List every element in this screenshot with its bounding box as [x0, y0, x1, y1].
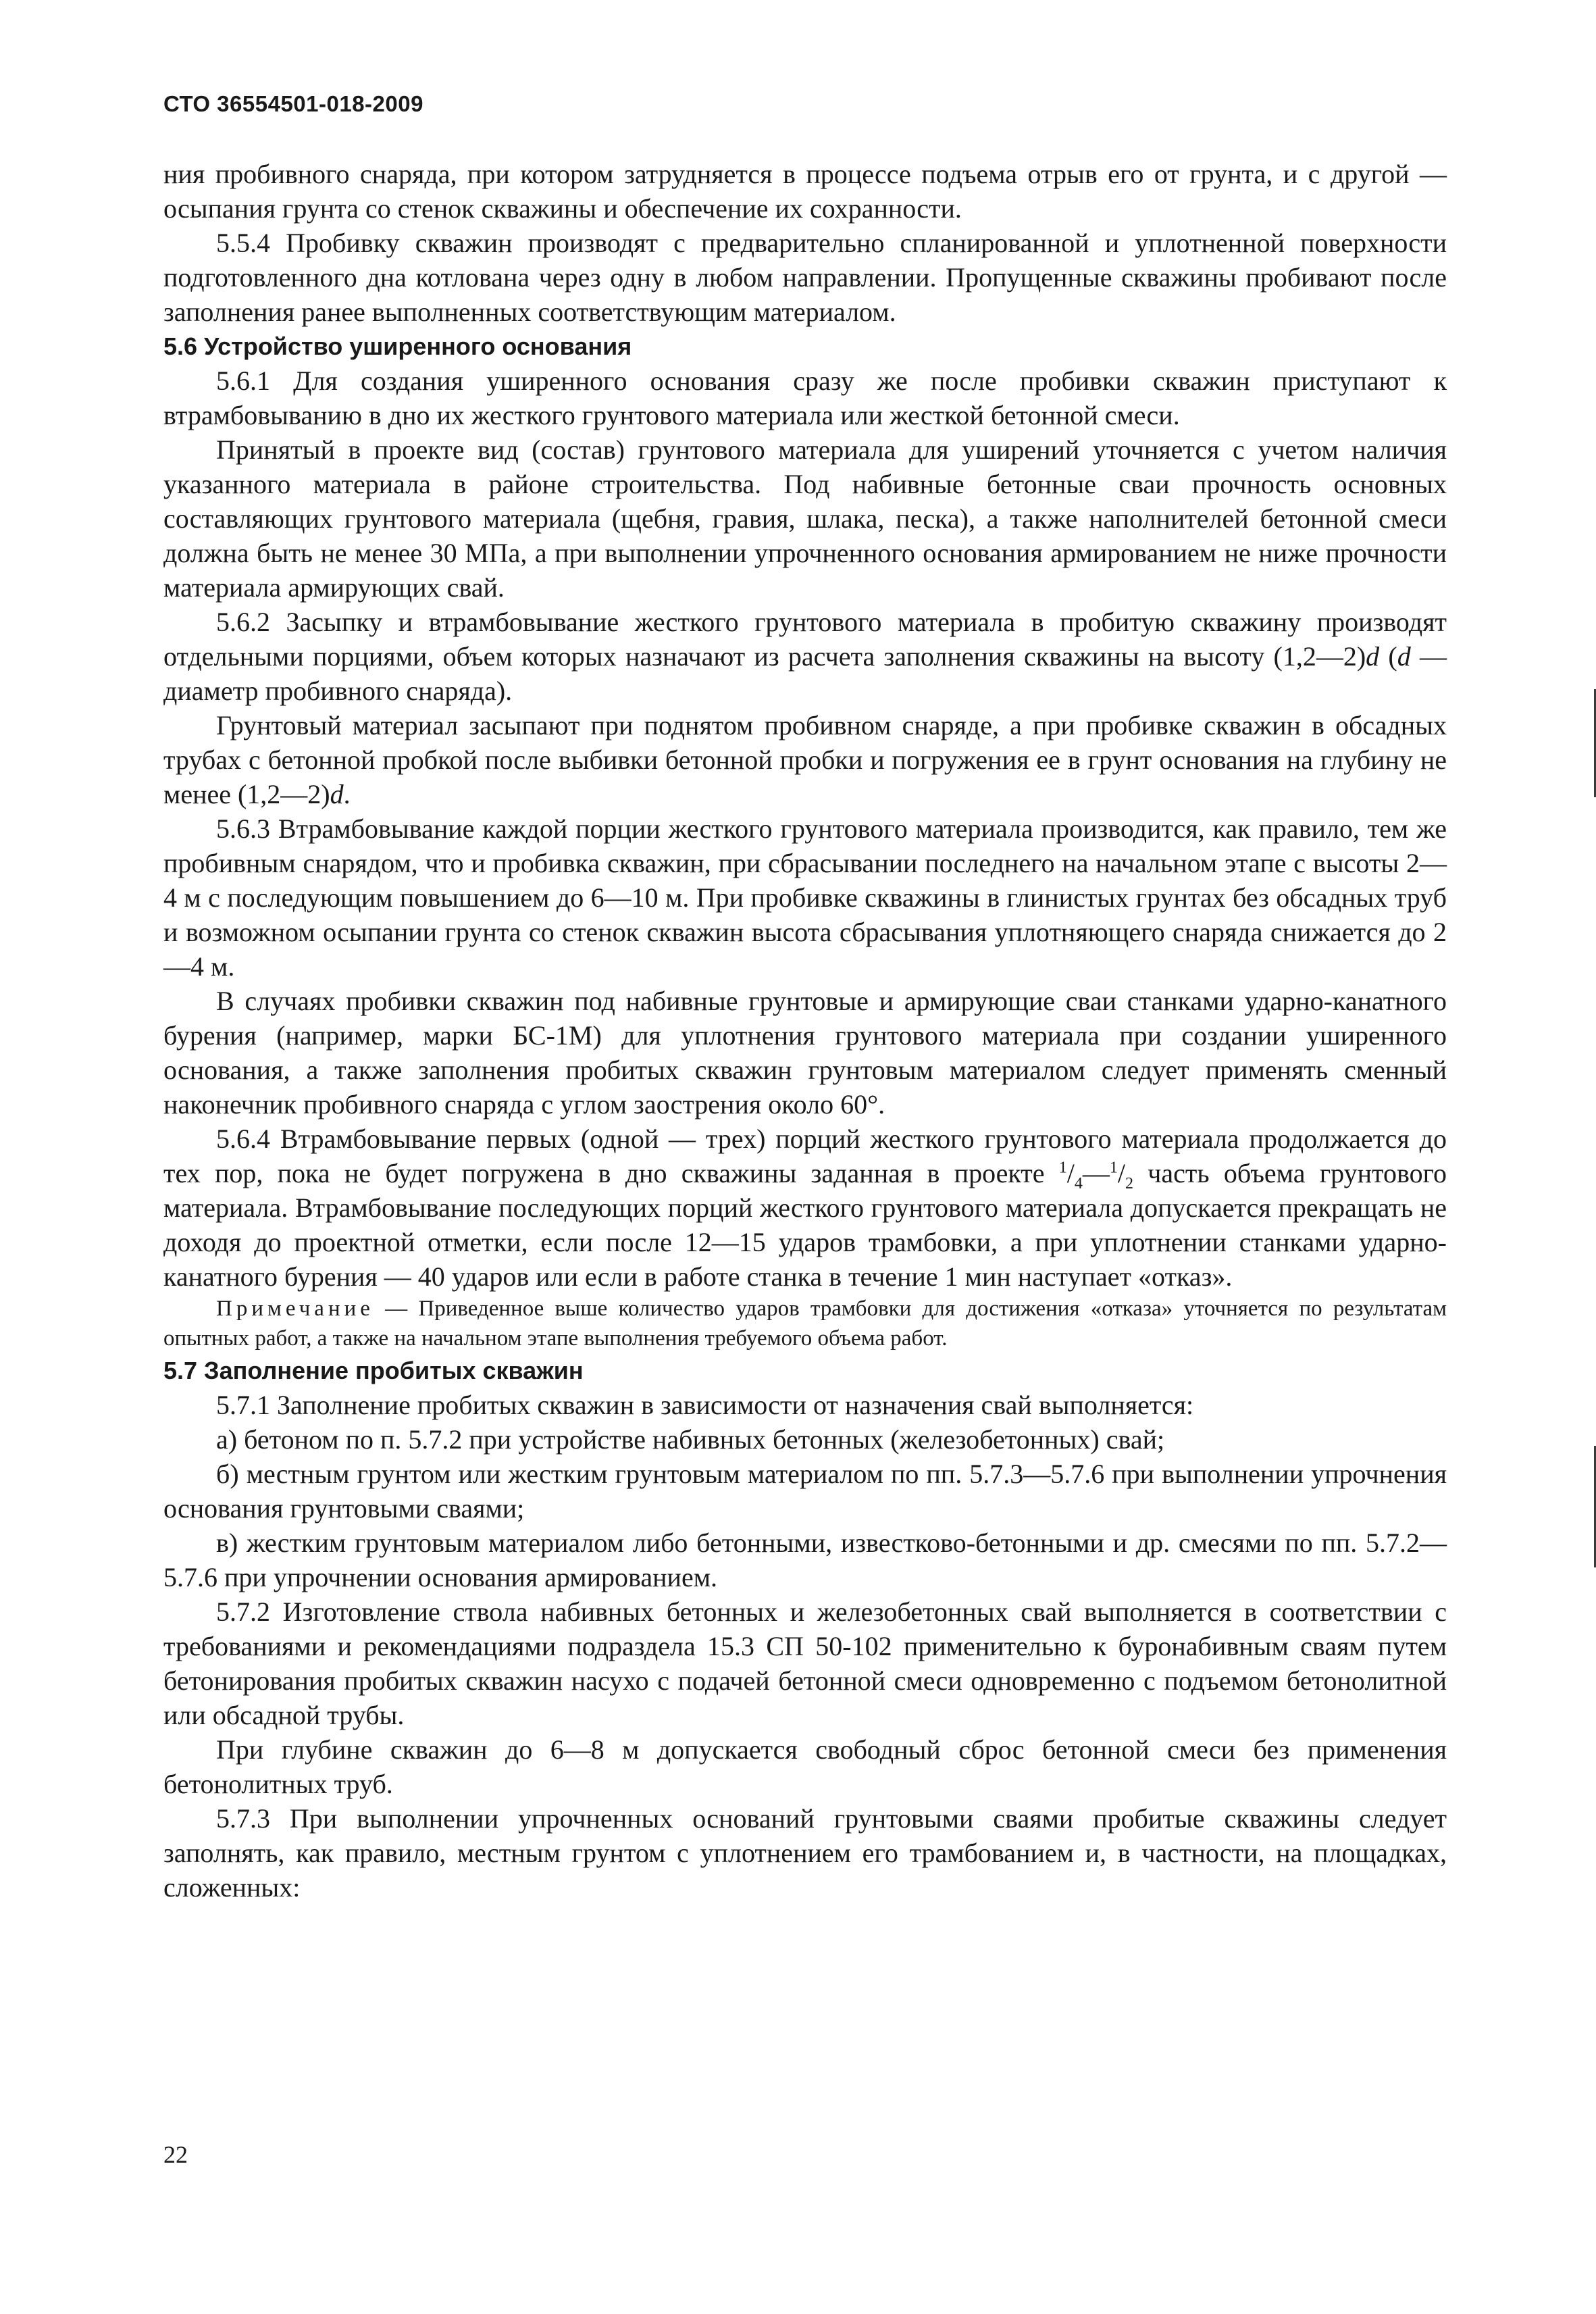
- paragraph-5-7-2-free-drop: При глубине скважин до 6—8 м допускается свободный сброс бетонной смеси без применения бетонолитных труб.: [163, 1734, 1447, 1799]
- note-paragraph: [163, 1294, 1447, 1353]
- document-code-header: СТО 36554501-018-2009: [163, 91, 423, 116]
- fraction-one-quarter: $^1/_4$: [1058, 1158, 1083, 1192]
- p562b-var-d: d: [330, 779, 344, 809]
- list-item-b: б) местным грунтом или жестким грунтовым материалом по пп. 5.7.3—5.7.6 при выполнении упрочнения основания грунтовыми сваями;: [163, 1459, 1447, 1524]
- page-content: [163, 157, 1447, 1905]
- p564-text-start: 5.6.4 Втрамбовывание первых (одной — трех) порций жесткого грунтового материала продолжается до тех пор, пока не будет погружена в дно скважины заданная в проекте: [163, 1124, 1447, 1188]
- list-item-a: а) бетоном по п. 5.7.2 при устройстве набивных бетонных (железобетонных) свай;: [216, 1424, 1165, 1455]
- paragraph-5-6-2: [163, 605, 1447, 708]
- paragraph-5-6-2-fill: [163, 708, 1447, 811]
- note-text: — Приведенное выше количество ударов трамбовки для достижения «отказа» уточняется по результатам опытных работ, а также на начальном этапе выполнения требуемого объема работ.: [163, 1297, 1447, 1351]
- fraction-dash: —: [1082, 1158, 1110, 1188]
- paragraph-5-6-3: 5.6.3 Втрамбовывание каждой порции жесткого грунтового материала производится, как правило, тем же пробивным снарядом, что и пробивка скважин, при сбрасывании последнего на начальном этапе с высоты 2—4 м с последующим повышением до 6—10 м. При пробивке скважины в глинистых грунтах без обсадных труб и возможном осыпании грунта со стенок скважин высота сбрасывания уплотняющего снаряда снижается до 2—4 м.: [163, 813, 1447, 982]
- paragraph-5-7-2: 5.7.2 Изготовление ствола набивных бетонных и железобетонных свай выполняется в соответствии с требованиями и рекомендациями подраздела 15.3 СП 50-102 применительно к буронабивным сваям путем бетонирования пробитых скважин насухо с подачей бетонной смеси одновременно с подъемом бетонолитной или обсадной трубы.: [163, 1596, 1447, 1730]
- p562-var-d-definition: d: [1397, 641, 1411, 672]
- paragraph-5-5-4: 5.5.4 Пробивку скважин производят с предварительно спланированной и уплотненной поверхности подготовленного дна котлована через одну в любом направлении. Пропущенные скважины пробивают после заполнения ранее выполненных соответствующим материалом.: [163, 228, 1447, 327]
- p562b-text-start: Грунтовый материал засыпают при поднятом пробивном снаряде, а при пробивке скважин в обсадных трубах с бетонной пробкой после выбивки бетонной пробки и погружения ее в грунт основания на глубину не менее (1,2—2): [163, 710, 1447, 809]
- section-heading-5-7: 5.7 Заполнение пробитых скважин: [163, 1357, 584, 1384]
- p562-text-start: 5.6.2 Засыпку и втрамбовывание жесткого грунтового материала в пробитую скважину производят отдельными порциями, объем которых назначают из расчета заполнения скважины на высоту (1,2—2): [163, 607, 1447, 672]
- section-heading-5-6: 5.6 Устройство уширенного основания: [163, 332, 632, 360]
- page-number: 22: [163, 2141, 188, 2168]
- paragraph-5-6-4: [163, 1122, 1447, 1294]
- paragraph-5-6-1: 5.6.1 Для создания уширенного основания сразу же после пробивки скважин приступают к втрамбовыванию в дно их жесткого грунтового материала или жесткой бетонной смеси.: [163, 366, 1447, 430]
- fraction-one-half: $^1/_2$: [1109, 1158, 1133, 1192]
- continued-paragraph: ния пробивного снаряда, при котором затрудняется в процессе подъема отрыв его от грунта, и с другой — осыпания грунта со стенок скважины и обеспечение их сохранности.: [163, 159, 1447, 224]
- p562-text-end: — диаметр пробивного снаряда).: [163, 641, 1447, 706]
- p564-text-end: часть объема грунтового материала. Втрамбовывание последующих порций жесткого грунтового материала допускается прекращать не доходя до проектной отметки, если после 12—15 ударов трамбовки, а при уплотнении станками ударно-канатного бурения — 40 ударов или если в работе станка в течение 1 мин наступает «отказ».: [163, 1158, 1447, 1292]
- p562-text-mid: (: [1379, 641, 1397, 672]
- p562-var-d: d: [1366, 641, 1380, 672]
- paragraph-5-6-1-materials: Принятый в проекте вид (состав) грунтового материала для уширений уточняется с учетом наличия указанного материала в районе строительства. Под набивные бетонные сваи прочность основных составляющих грунтового материала (щебня, гравия, шлака, песка), а также наполнителей бетонной смеси должна быть не менее 30 МПа, а при выполнении упрочненного основания армированием не ниже прочности материала армирующих свай.: [163, 434, 1447, 603]
- list-item-c: в) жестким грунтовым материалом либо бетонными, известково-бетонными и др. смесями по пп. 5.7.2—5.7.6 при упрочнении основания армированием.: [163, 1528, 1447, 1592]
- note-label: Примечание: [216, 1297, 374, 1321]
- p562b-text-end: .: [343, 779, 351, 809]
- paragraph-5-7-1: 5.7.1 Заполнение пробитых скважин в зависимости от назначения свай выполняется:: [216, 1390, 1194, 1420]
- paragraph-5-7-3: 5.7.3 При выполнении упрочненных оснований грунтовыми сваями пробитые скважины следует заполнять, как правило, местным грунтом с уплотнением его трамбованием и, в частности, на площадках, сложенных:: [163, 1803, 1447, 1903]
- paragraph-5-6-3-rigs: В случаях пробивки скважин под набивные грунтовые и армирующие сваи станками ударно-канатного бурения (например, марки БС-1М) для уплотнения грунтового материала при создании уширенного основания, а также заполнения пробитых скважин грунтовым материалом следует применять сменный наконечник пробивного снаряда с углом заострения около 60°.: [163, 986, 1447, 1120]
